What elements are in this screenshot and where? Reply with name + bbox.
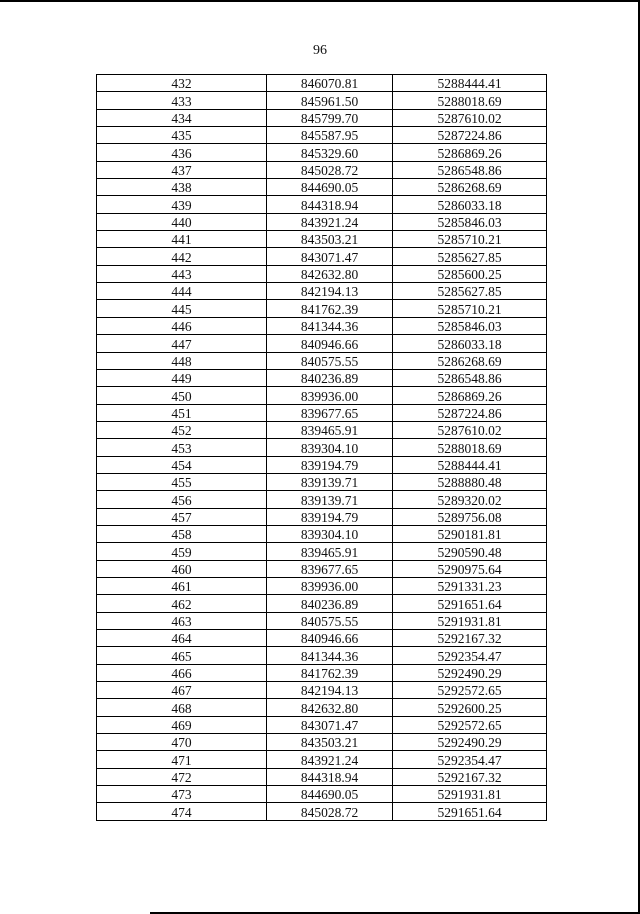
table-row	[97, 543, 547, 560]
point-number-cell: 457	[97, 508, 267, 525]
coordinates-table	[96, 74, 547, 821]
point-number-cell: 464	[97, 630, 267, 647]
point-number-cell: 441	[97, 231, 267, 248]
x-coordinate-cell: 839194.79	[267, 456, 393, 473]
y-coordinate-cell: 5289756.08	[393, 508, 547, 525]
table-row	[97, 421, 547, 438]
table-row	[97, 265, 547, 282]
y-coordinate-cell: 5291931.81	[393, 612, 547, 629]
point-number-cell: 467	[97, 682, 267, 699]
x-coordinate-cell: 845028.72	[267, 161, 393, 178]
y-coordinate-cell: 5288880.48	[393, 473, 547, 490]
point-number-cell: 448	[97, 352, 267, 369]
y-coordinate-cell: 5290181.81	[393, 525, 547, 542]
x-coordinate-cell: 845329.60	[267, 144, 393, 161]
table-row	[97, 75, 547, 92]
x-coordinate-cell: 845799.70	[267, 109, 393, 126]
x-coordinate-cell: 845961.50	[267, 92, 393, 109]
x-coordinate-cell: 842194.13	[267, 682, 393, 699]
table-row	[97, 699, 547, 716]
point-number-cell: 447	[97, 335, 267, 352]
point-number-cell: 446	[97, 317, 267, 334]
x-coordinate-cell: 839304.10	[267, 439, 393, 456]
y-coordinate-cell: 5291331.23	[393, 577, 547, 594]
point-number-cell: 432	[97, 75, 267, 92]
table-row	[97, 196, 547, 213]
point-number-cell: 466	[97, 664, 267, 681]
point-number-cell: 465	[97, 647, 267, 664]
y-coordinate-cell: 5290590.48	[393, 543, 547, 560]
table-row	[97, 352, 547, 369]
point-number-cell: 438	[97, 179, 267, 196]
y-coordinate-cell: 5288018.69	[393, 439, 547, 456]
table-row	[97, 682, 547, 699]
point-number-cell: 461	[97, 577, 267, 594]
point-number-cell: 445	[97, 300, 267, 317]
x-coordinate-cell: 841762.39	[267, 300, 393, 317]
table-row	[97, 213, 547, 230]
point-number-cell: 436	[97, 144, 267, 161]
table-row	[97, 300, 547, 317]
y-coordinate-cell: 5285710.21	[393, 300, 547, 317]
y-coordinate-cell: 5285710.21	[393, 231, 547, 248]
table-row	[97, 751, 547, 768]
table-row	[97, 491, 547, 508]
x-coordinate-cell: 846070.81	[267, 75, 393, 92]
point-number-cell: 433	[97, 92, 267, 109]
point-number-cell: 469	[97, 716, 267, 733]
x-coordinate-cell: 839677.65	[267, 404, 393, 421]
table-row	[97, 387, 547, 404]
point-number-cell: 459	[97, 543, 267, 560]
table-row	[97, 127, 547, 144]
y-coordinate-cell: 5288018.69	[393, 92, 547, 109]
point-number-cell: 440	[97, 213, 267, 230]
coordinates-table-body	[97, 75, 547, 821]
point-number-cell: 473	[97, 786, 267, 803]
table-row	[97, 144, 547, 161]
table-row	[97, 508, 547, 525]
table-row	[97, 595, 547, 612]
table-row	[97, 525, 547, 542]
x-coordinate-cell: 841762.39	[267, 664, 393, 681]
x-coordinate-cell: 839936.00	[267, 577, 393, 594]
x-coordinate-cell: 843921.24	[267, 213, 393, 230]
table-row	[97, 231, 547, 248]
x-coordinate-cell: 844690.05	[267, 179, 393, 196]
x-coordinate-cell: 840946.66	[267, 630, 393, 647]
point-number-cell: 472	[97, 768, 267, 785]
x-coordinate-cell: 839677.65	[267, 560, 393, 577]
x-coordinate-cell: 844690.05	[267, 786, 393, 803]
y-coordinate-cell: 5287224.86	[393, 404, 547, 421]
y-coordinate-cell: 5290975.64	[393, 560, 547, 577]
table-row	[97, 335, 547, 352]
x-coordinate-cell: 839465.91	[267, 543, 393, 560]
table-row	[97, 317, 547, 334]
y-coordinate-cell: 5286869.26	[393, 387, 547, 404]
point-number-cell: 443	[97, 265, 267, 282]
table-row	[97, 786, 547, 803]
table-row	[97, 456, 547, 473]
y-coordinate-cell: 5292354.47	[393, 647, 547, 664]
table-row	[97, 473, 547, 490]
y-coordinate-cell: 5286268.69	[393, 179, 547, 196]
table-row	[97, 369, 547, 386]
y-coordinate-cell: 5286033.18	[393, 196, 547, 213]
table-row	[97, 803, 547, 820]
point-number-cell: 455	[97, 473, 267, 490]
x-coordinate-cell: 843503.21	[267, 734, 393, 751]
table-row	[97, 161, 547, 178]
x-coordinate-cell: 839194.79	[267, 508, 393, 525]
table-row	[97, 439, 547, 456]
point-number-cell: 453	[97, 439, 267, 456]
y-coordinate-cell: 5292490.29	[393, 734, 547, 751]
y-coordinate-cell: 5285627.85	[393, 283, 547, 300]
point-number-cell: 474	[97, 803, 267, 820]
x-coordinate-cell: 840946.66	[267, 335, 393, 352]
y-coordinate-cell: 5286869.26	[393, 144, 547, 161]
point-number-cell: 456	[97, 491, 267, 508]
table-row	[97, 179, 547, 196]
y-coordinate-cell: 5285846.03	[393, 213, 547, 230]
scan-border-top	[0, 0, 640, 2]
point-number-cell: 462	[97, 595, 267, 612]
y-coordinate-cell: 5287610.02	[393, 109, 547, 126]
y-coordinate-cell: 5287224.86	[393, 127, 547, 144]
x-coordinate-cell: 843503.21	[267, 231, 393, 248]
table-row	[97, 630, 547, 647]
point-number-cell: 471	[97, 751, 267, 768]
y-coordinate-cell: 5287610.02	[393, 421, 547, 438]
table-row	[97, 560, 547, 577]
y-coordinate-cell: 5286268.69	[393, 352, 547, 369]
page-number: 96	[313, 43, 327, 58]
y-coordinate-cell: 5286548.86	[393, 161, 547, 178]
x-coordinate-cell: 843921.24	[267, 751, 393, 768]
point-number-cell: 439	[97, 196, 267, 213]
point-number-cell: 451	[97, 404, 267, 421]
y-coordinate-cell: 5288444.41	[393, 456, 547, 473]
x-coordinate-cell: 840575.55	[267, 352, 393, 369]
y-coordinate-cell: 5288444.41	[393, 75, 547, 92]
point-number-cell: 434	[97, 109, 267, 126]
x-coordinate-cell: 839139.71	[267, 473, 393, 490]
point-number-cell: 463	[97, 612, 267, 629]
table-row	[97, 647, 547, 664]
table-row	[97, 92, 547, 109]
point-number-cell: 458	[97, 525, 267, 542]
x-coordinate-cell: 844318.94	[267, 768, 393, 785]
y-coordinate-cell: 5291651.64	[393, 803, 547, 820]
x-coordinate-cell: 844318.94	[267, 196, 393, 213]
x-coordinate-cell: 841344.36	[267, 317, 393, 334]
y-coordinate-cell: 5286548.86	[393, 369, 547, 386]
x-coordinate-cell: 840575.55	[267, 612, 393, 629]
point-number-cell: 449	[97, 369, 267, 386]
y-coordinate-cell: 5289320.02	[393, 491, 547, 508]
table-row	[97, 664, 547, 681]
table-row	[97, 109, 547, 126]
x-coordinate-cell: 845587.95	[267, 127, 393, 144]
x-coordinate-cell: 840236.89	[267, 369, 393, 386]
point-number-cell: 437	[97, 161, 267, 178]
y-coordinate-cell: 5285846.03	[393, 317, 547, 334]
x-coordinate-cell: 845028.72	[267, 803, 393, 820]
point-number-cell: 452	[97, 421, 267, 438]
table-row	[97, 716, 547, 733]
x-coordinate-cell: 840236.89	[267, 595, 393, 612]
point-number-cell: 442	[97, 248, 267, 265]
table-row	[97, 577, 547, 594]
x-coordinate-cell: 842632.80	[267, 265, 393, 282]
x-coordinate-cell: 839465.91	[267, 421, 393, 438]
point-number-cell: 468	[97, 699, 267, 716]
x-coordinate-cell: 841344.36	[267, 647, 393, 664]
x-coordinate-cell: 839139.71	[267, 491, 393, 508]
y-coordinate-cell: 5285600.25	[393, 265, 547, 282]
table-row	[97, 404, 547, 421]
x-coordinate-cell: 839936.00	[267, 387, 393, 404]
y-coordinate-cell: 5292167.32	[393, 768, 547, 785]
table-row	[97, 768, 547, 785]
y-coordinate-cell: 5285627.85	[393, 248, 547, 265]
y-coordinate-cell: 5286033.18	[393, 335, 547, 352]
y-coordinate-cell: 5292490.29	[393, 664, 547, 681]
point-number-cell: 460	[97, 560, 267, 577]
y-coordinate-cell: 5292167.32	[393, 630, 547, 647]
x-coordinate-cell: 843071.47	[267, 248, 393, 265]
y-coordinate-cell: 5292572.65	[393, 682, 547, 699]
table-row	[97, 734, 547, 751]
x-coordinate-cell: 839304.10	[267, 525, 393, 542]
point-number-cell: 470	[97, 734, 267, 751]
y-coordinate-cell: 5292354.47	[393, 751, 547, 768]
y-coordinate-cell: 5292600.25	[393, 699, 547, 716]
x-coordinate-cell: 842194.13	[267, 283, 393, 300]
y-coordinate-cell: 5291651.64	[393, 595, 547, 612]
x-coordinate-cell: 843071.47	[267, 716, 393, 733]
point-number-cell: 454	[97, 456, 267, 473]
x-coordinate-cell: 842632.80	[267, 699, 393, 716]
point-number-cell: 450	[97, 387, 267, 404]
table-row	[97, 612, 547, 629]
y-coordinate-cell: 5291931.81	[393, 786, 547, 803]
point-number-cell: 435	[97, 127, 267, 144]
y-coordinate-cell: 5292572.65	[393, 716, 547, 733]
table-row	[97, 283, 547, 300]
table-row	[97, 248, 547, 265]
point-number-cell: 444	[97, 283, 267, 300]
